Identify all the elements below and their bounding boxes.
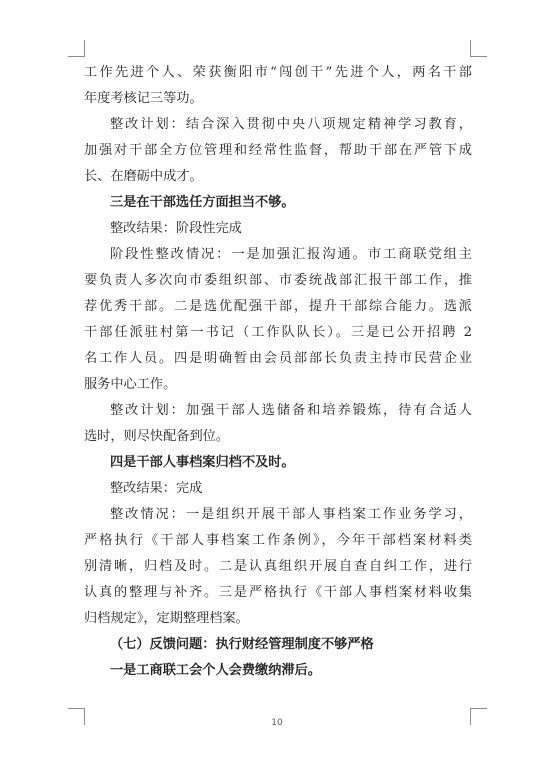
page-number: 10 — [271, 718, 283, 728]
paragraph-line: 整改计划：加强干部人选储备和培养锻炼，待有合适人 — [110, 403, 472, 418]
paragraph-line: 加强对干部全方位管理和经常性监督，帮助干部在严管下成 — [84, 143, 472, 158]
paragraph-line: 整改情况：一是组织开展干部人事档案工作业务学习， — [110, 507, 472, 522]
document-body — [84, 60, 472, 684]
paragraph-line: 整改计划：结合深入贯彻中央八项规定精神学习教育， — [110, 117, 472, 132]
crop-mark-top-left — [68, 40, 85, 57]
paragraph-line: 认真的整理与补齐。三是严格执行《干部人事档案材料收集 — [84, 585, 472, 600]
paragraph-line: 别清晰，归档及时。二是认真组织开展自查自纠工作，进行 — [84, 559, 472, 574]
section-heading-line: （七）反馈问题：执行财经管理制度不够严格 — [110, 637, 374, 652]
section-heading-line: 一是工商联工会个人会费缴纳滞后。 — [110, 663, 321, 678]
paragraph-line: 归档规定》，定期整理档案。 — [84, 611, 249, 626]
paragraph-line: 严格执行《干部人事档案工作条例》，今年干部档案材料类 — [84, 533, 472, 548]
paragraph-line: 整改结果：阶段性完成 — [110, 221, 242, 236]
paragraph-line: 年度考核记三等功。 — [84, 91, 203, 106]
paragraph-line: 名工作人员。四是明确暂由会员部部长负责主持市民营企业 — [84, 351, 472, 366]
paragraph-line: 干部任派驻村第一书记（工作队队长）。三是已公开招聘 2 — [84, 325, 472, 340]
paragraph-line: 阶段性整改情况：一是加强汇报沟通。市工商联党组主 — [110, 247, 472, 262]
section-heading-line: 三是在干部选任方面担当不够。 — [110, 195, 295, 210]
paragraph-line: 要负责人多次向市委组织部、市委统战部汇报干部工作，推 — [84, 273, 472, 288]
paragraph-line: 工作先进个人、荣获衡阳市“闯创干”先进个人，两名干部 — [84, 65, 472, 80]
paragraph-line: 荐优秀干部。二是选优配强干部，提升干部综合能力。选派 — [84, 299, 472, 314]
paragraph-line: 选时，则尽快配备到位。 — [84, 429, 230, 444]
paragraph-line: 整改结果：完成 — [110, 481, 203, 496]
paragraph-line: 长、在磨砺中成才。 — [84, 169, 203, 184]
paragraph-line: 服务中心工作。 — [84, 377, 177, 392]
crop-mark-top-right — [470, 40, 487, 57]
section-heading-line: 四是干部人事档案归档不及时。 — [110, 455, 295, 470]
